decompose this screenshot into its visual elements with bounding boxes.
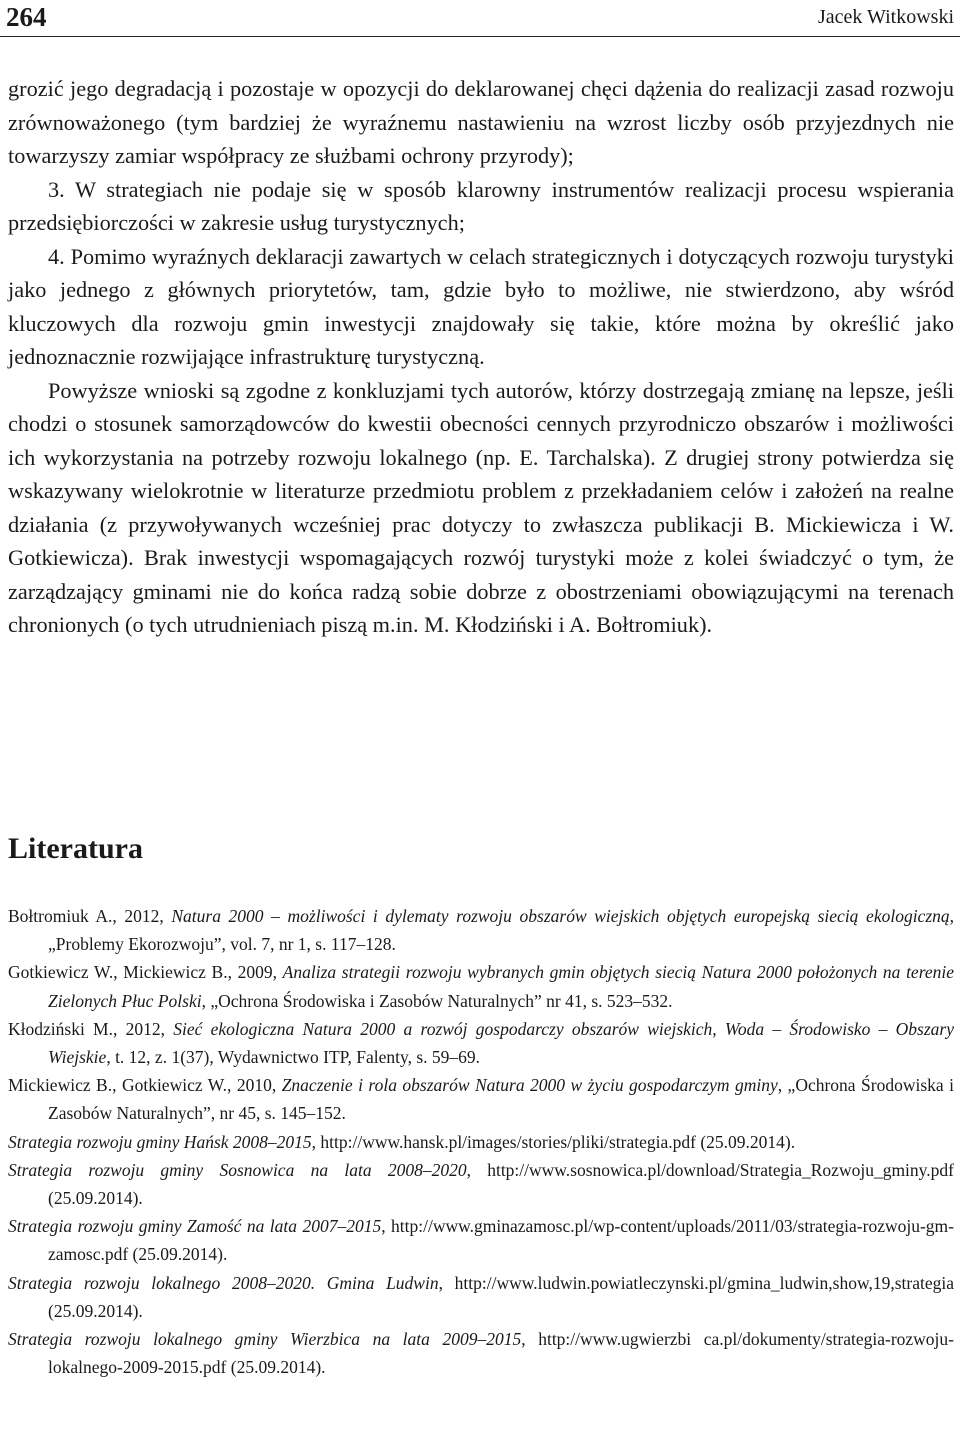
reference-title: Natura 2000 – możliwości i dylematy rozwoju obszarów wiejskich objętych europejską siecią ekologiczną — [171, 906, 950, 926]
reference-item — [8, 1212, 954, 1268]
body-text — [8, 72, 954, 642]
reference-title: Strategia rozwoju gminy Hańsk 2008–2015 — [8, 1131, 312, 1152]
reference-title: Strategia rozwoju lokalnego gminy Wierzbica na lata 2009–2015 — [8, 1329, 522, 1350]
paragraph-continuation: grozić jego degradacją i pozostaje w opozycji do deklarowanej chęci dążenia do realizacji zasad rozwoju zrównoważonego (tym bardziej że wyraźnemu nastawieniu na wzrost liczby osób przyjezdnych nie towarzyszy zamiar współpracy ze służbami ochrony przyrody); — [8, 76, 954, 168]
reference-item — [8, 1071, 954, 1127]
reference-item — [8, 1325, 954, 1381]
section-heading-literature: Literatura — [8, 832, 143, 865]
reference-title: Strategia rozwoju gminy Sosnowica na lata 2008–2020 — [8, 1159, 467, 1180]
reference-source: , http://www.hansk.pl/images/stories/pliki/strategia.pdf (25.09.2014). — [311, 1131, 796, 1152]
reference-item — [8, 902, 954, 958]
reference-authors: Mickiewicz B., Gotkiewicz W., 2010, — [8, 1075, 282, 1096]
reference-item — [8, 1156, 954, 1212]
reference-item — [8, 1269, 954, 1325]
running-head-author: Jacek Witkowski — [817, 6, 954, 28]
reference-source: , „Ochrona Środowiska i Zasobów Naturalnych”, nr 45, s. 145–152. — [48, 1075, 954, 1124]
paragraph-conclusions: Powyższe wnioski są zgodne z konkluzjami tych autorów, którzy dostrzegają zmianę na lepsze, jeśli chodzi o stosunek samorządowców do kwestii obecności cennych przyrodniczo obszarów i możliwości ich wykorzystania na potrzeby rozwoju lokalnego (np. E. Tarchalska). Z drugiej strony potwierdza się wskazywany wielokrotnie w literaturze przedmiotu problem z przekładaniem celów i założeń na realne działania (z przywoływanych wcześniej prac dotyczy to zwłaszcza publikacji B. Mickiewicza i W. Gotkiewicza). Brak inwestycji wspomagających rozwój turystyki może z kolei świadczyć o tym, że zarządzający gminami nie do końca radzą sobie dobrze z obostrzeniami obowiązującymi na terenach chronionych (o tych utrudnieniach piszą m.in. M. Kłodziński i A. Bołtromiuk). — [8, 377, 954, 637]
list-item-4: 4. Pomimo wyraźnych deklaracji zawartych w celach strategicznych i dotyczących rozwoju turystyki jako jednego z głównych priorytetów, tam, gdzie było to możliwe, nie stwierdzono, aby wśród kluczowych dla rozwoju gmin inwestycji znajdowały się takie, które można by określić jako jednoznacznie rozwijające infrastrukturę turystyczną. — [8, 243, 954, 369]
page-header — [0, 0, 960, 36]
reference-authors: Gotkiewicz W., Mickiewicz B., 2009, — [8, 962, 283, 983]
reference-title: Analiza strategii rozwoju wybranych gmin objętych siecią Natura 2000 położonych na terenie Zielonych Płuc Polski — [48, 962, 954, 1011]
list-item-3: 3. W strategiach nie podaje się w sposób klarowny instrumentów realizacji procesu wspierania przedsiębiorczości w zakresie usług turystycznych; — [8, 176, 954, 235]
reference-list — [8, 902, 954, 1381]
reference-source: , http://www.gminazamosc.pl/wp-content/uploads/2011/03/strategia-rozwoju-gm-zamosc.pdf (25.09.2014). — [48, 1216, 955, 1265]
reference-source: , http://www.sosnowica.pl/download/Strategia_Rozwoju_gminy.pdf (25.09.2014). — [48, 1159, 954, 1209]
reference-source: , http://www.ludwin.powiatleczynski.pl/gmina_ludwin,show,19,strategia (25.09.2014). — [48, 1272, 954, 1321]
reference-title: Strategia rozwoju gminy Zamość na lata 2007–2015 — [8, 1216, 382, 1237]
reference-title: Znaczenie i rola obszarów Natura 2000 w życiu gospodarczym gminy — [281, 1075, 778, 1096]
reference-title: Strategia rozwoju lokalnego 2008–2020. Gmina Ludwin — [8, 1272, 439, 1293]
reference-source: , „Ochrona Środowiska i Zasobów Naturalnych” nr 41, s. 523–532. — [201, 990, 673, 1011]
header-rule — [0, 36, 960, 37]
reference-title: Sieć ekologiczna Natura 2000 a rozwój gospodarczy obszarów wiejskich, Woda – Środowisko – Obszary Wiejskie — [48, 1018, 954, 1068]
reference-authors: Bołtromiuk A., 2012, — [8, 906, 172, 926]
reference-source: , t. 12, z. 1(37), Wydawnictwo ITP, Falenty, s. 59–69. — [106, 1047, 481, 1068]
reference-source: , http://www.ugwierzbi ca.pl/dokumenty/strategia-rozwoju-lokalnego-2009-2015.pdf (25.09.2014). — [48, 1329, 954, 1378]
reference-item — [8, 958, 954, 1014]
reference-source: , „Problemy Ekorozwoju”, vol. 7, nr 1, s. 117–128. — [48, 906, 955, 955]
page-number: 264 — [6, 2, 47, 32]
reference-item — [8, 1128, 954, 1156]
reference-item — [8, 1015, 954, 1071]
reference-authors: Kłodziński M., 2012, — [8, 1018, 174, 1039]
